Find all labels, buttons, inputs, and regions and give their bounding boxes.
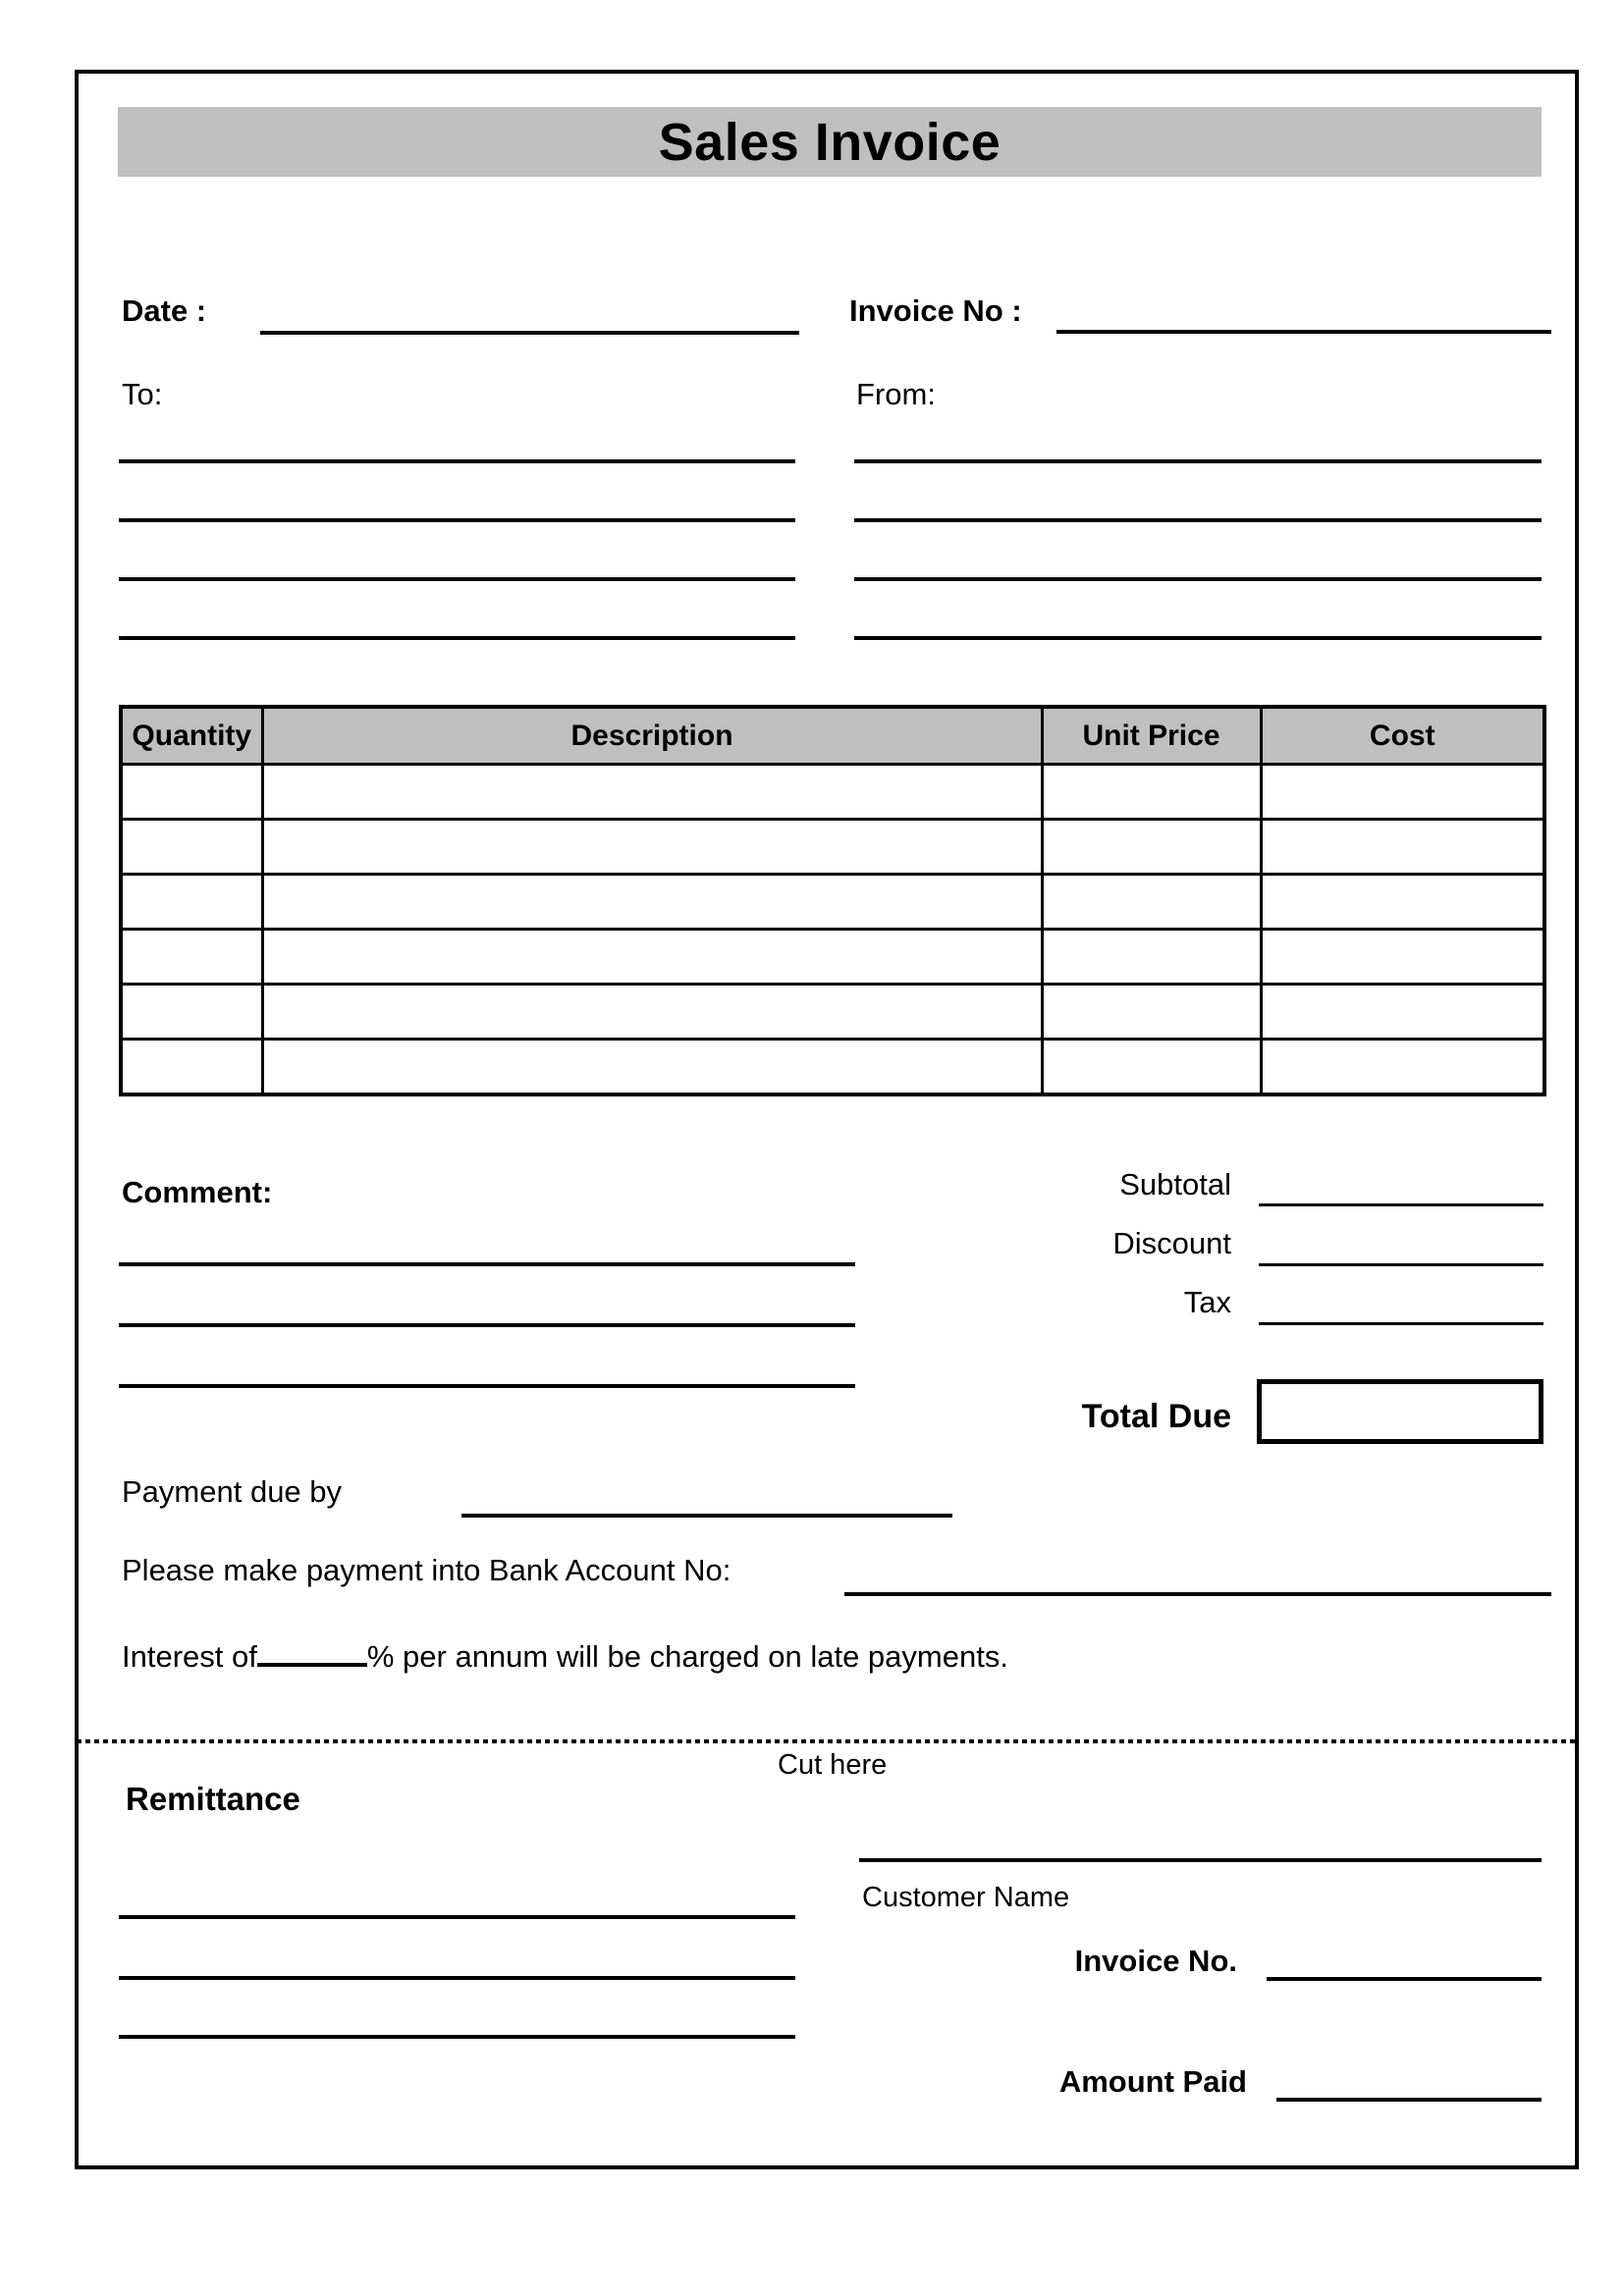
to-address-line-2[interactable]: [119, 518, 795, 522]
subtotal-field-line[interactable]: [1259, 1203, 1543, 1206]
table-header-row: [121, 707, 1544, 765]
total-due-box[interactable]: [1257, 1379, 1543, 1444]
to-address-line-1[interactable]: [119, 459, 795, 463]
table-cell[interactable]: [121, 930, 262, 985]
table-cell[interactable]: [262, 820, 1042, 875]
cut-here-dotted-line: [77, 1739, 1578, 1743]
table-cell[interactable]: [1261, 1040, 1544, 1095]
table-cell[interactable]: [262, 1040, 1042, 1095]
from-address-line-3[interactable]: [854, 577, 1542, 581]
bank-account-line[interactable]: [844, 1592, 1551, 1596]
title-bar: [118, 107, 1542, 177]
remittance-line-2[interactable]: [119, 1976, 795, 1980]
date-label: Date :: [122, 294, 207, 328]
column-header-cost: Cost: [1261, 707, 1544, 765]
customer-name-label: Customer Name: [862, 1882, 1070, 1913]
items-table: [119, 705, 1546, 1096]
table-cell[interactable]: [1261, 930, 1544, 985]
table-row: [121, 985, 1544, 1040]
interest-prefix: Interest of: [122, 1639, 257, 1674]
table-cell[interactable]: [1042, 765, 1261, 820]
interest-rate-blank[interactable]: [257, 1632, 367, 1667]
table-cell[interactable]: [1261, 820, 1544, 875]
table-cell[interactable]: [1261, 875, 1544, 930]
comment-line-2[interactable]: [119, 1323, 855, 1327]
invoice-no-field-line[interactable]: [1056, 330, 1551, 334]
table-cell[interactable]: [121, 985, 262, 1040]
remittance-invoice-no-line[interactable]: [1267, 1977, 1542, 1981]
table-cell[interactable]: [262, 765, 1042, 820]
table-row: [121, 875, 1544, 930]
payment-due-by-line[interactable]: [461, 1514, 952, 1518]
to-address-line-3[interactable]: [119, 577, 795, 581]
table-row: [121, 820, 1544, 875]
items-table-body: [121, 765, 1544, 1095]
subtotal-label: Subtotal: [1119, 1167, 1231, 1201]
remittance-title: Remittance: [126, 1781, 300, 1817]
table-cell[interactable]: [262, 930, 1042, 985]
discount-field-line[interactable]: [1259, 1263, 1543, 1266]
table-cell[interactable]: [121, 1040, 262, 1095]
table-cell[interactable]: [1042, 875, 1261, 930]
table-cell[interactable]: [1042, 1040, 1261, 1095]
page-border-frame: [75, 70, 1579, 2169]
table-cell[interactable]: [121, 875, 262, 930]
interest-sentence: [122, 1632, 1008, 1675]
table-cell[interactable]: [1261, 765, 1544, 820]
table-row: [121, 930, 1544, 985]
comment-line-3[interactable]: [119, 1384, 855, 1388]
total-due-label: Total Due: [1081, 1398, 1231, 1435]
column-header-description: Description: [262, 707, 1042, 765]
amount-paid-label: Amount Paid: [1058, 2064, 1247, 2099]
table-cell[interactable]: [121, 820, 262, 875]
date-field-line[interactable]: [260, 331, 799, 335]
from-address-line-2[interactable]: [854, 518, 1542, 522]
tax-label: Tax: [1183, 1285, 1231, 1319]
remittance-invoice-no-label: Invoice No.: [1074, 1944, 1237, 1978]
table-cell[interactable]: [1042, 820, 1261, 875]
table-cell[interactable]: [1261, 985, 1544, 1040]
table-cell[interactable]: [1042, 985, 1261, 1040]
table-cell[interactable]: [1042, 930, 1261, 985]
column-header-quantity: Quantity: [121, 707, 262, 765]
table-row: [121, 765, 1544, 820]
table-cell[interactable]: [262, 875, 1042, 930]
to-label: To:: [122, 377, 163, 411]
cut-here-label: Cut here: [778, 1749, 888, 1781]
discount-label: Discount: [1112, 1226, 1231, 1260]
amount-paid-line[interactable]: [1276, 2098, 1542, 2102]
payment-due-by-label: Payment due by: [122, 1474, 343, 1509]
remittance-line-3[interactable]: [119, 2035, 795, 2039]
tax-field-line[interactable]: [1259, 1322, 1543, 1325]
to-address-line-4[interactable]: [119, 636, 795, 640]
from-address-line-1[interactable]: [854, 459, 1542, 463]
table-row: [121, 1040, 1544, 1095]
comment-line-1[interactable]: [119, 1262, 855, 1266]
table-cell[interactable]: [121, 765, 262, 820]
invoice-no-label: Invoice No :: [849, 294, 1022, 328]
column-header-unit-price: Unit Price: [1042, 707, 1261, 765]
from-address-line-4[interactable]: [854, 636, 1542, 640]
interest-suffix: % per annum will be charged on late payments.: [366, 1639, 1008, 1674]
customer-name-line[interactable]: [859, 1858, 1542, 1862]
remittance-line-1[interactable]: [119, 1915, 795, 1919]
bank-account-label: Please make payment into Bank Account No:: [122, 1553, 731, 1587]
table-cell[interactable]: [262, 985, 1042, 1040]
from-label: From:: [856, 377, 936, 411]
comment-label: Comment:: [122, 1175, 273, 1209]
page-title: Sales Invoice: [658, 112, 1001, 172]
